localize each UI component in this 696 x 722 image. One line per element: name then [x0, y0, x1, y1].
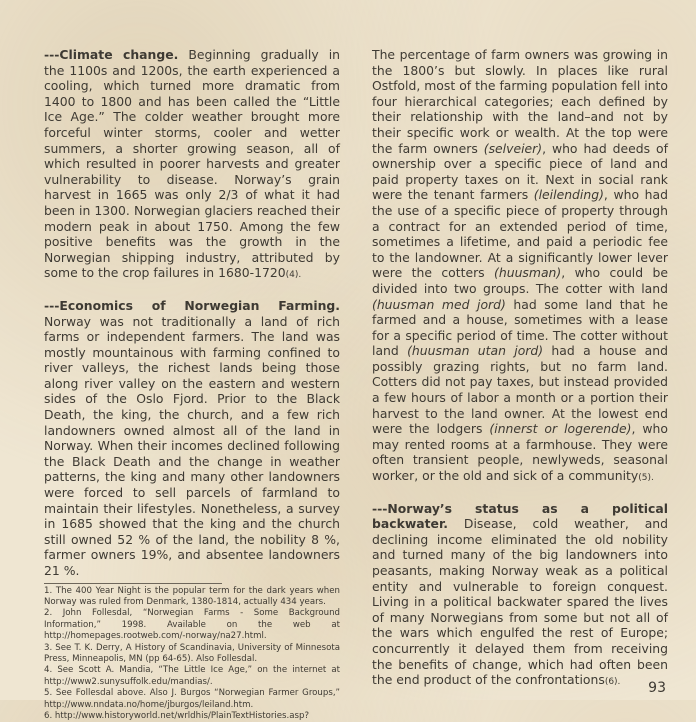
- term-huusman-med-jord: (huusman med jord): [372, 296, 506, 312]
- paragraph-climate-change: [44, 47, 340, 284]
- page-number: 93: [648, 680, 666, 696]
- footnote-item: 1. The 400 Year Night is the popular term for the dark years when Norway was ruled from Denmark, 1380-1814, actually 434 years.: [44, 585, 340, 607]
- footnote-item: 6. http://www.historyworld.net/wrldhis/PlainTextHistories.asp?: [44, 711, 310, 722]
- paragraph-economics-farming: [44, 298, 340, 579]
- right-column: [372, 47, 668, 691]
- paragraph-text: , who could be divided into two groups. The cotter with land: [372, 265, 668, 296]
- paragraph-text: had a house and possibly grazing rights, but no farm land. Cotters did not pay taxes, but instead provided a few hours of labor a month or a portion their harvest to the land owner. At the lowest end were the lodgers: [372, 343, 668, 437]
- term-huusman-utan-jord: (huusman utan jord): [407, 343, 544, 359]
- footnote-list: [44, 586, 340, 722]
- footnote-item: 3. See T. K. Derry, A History of Scandinavia, University of Minnesota Press, Minneapolis, MN (pp 64-65). Also Follesdal.: [44, 642, 340, 665]
- footnote-item: 5. See Follesdal above. Also J. Burgos “Norwegian Farmer Groups,” http://www.nndata.no/home/jburgos/leiland.htm.: [44, 688, 340, 710]
- paragraph-text: Norway was not traditionally a land of rich farms or independent farmers. The land was mostly mountainous with farming confined to river valleys, the richest lands being those along river valley on the eastern and western sides of the Oslo Fjord. Prior to the Black Death, the king, the church, and a few rich landowners owned almost all of the land in Norway. When their incomes declined following the Black Death and the change in weather patterns, the king and many other landowners were forced to sell parcels of farmland to maintain their lifestyles. Nonetheless, a survey in 1685 showed that the king and the church still owned 52 % of the land, the nobility 8 %, farmer owners 19%, and absentee landowners 21 %.: [44, 313, 340, 578]
- term-huusman: (huusman): [494, 265, 562, 281]
- term-selveier: (selveier): [483, 140, 543, 156]
- paragraph-text: Disease, cold weather, and declining income eliminated the old nobility and turned many of the big landowners into peasants, making Norway weak as a political entity and vulnerable to foreign conquest. Living in a political backwater spared the lives of many Norwegians from some but not all of the wars which engulfed the rest of Europe; concurrently it delayed them from receiving the benefits of change, which had often been the end product of the confrontations: [372, 516, 668, 688]
- paragraph-text: , who had the use of a specific piece of property through a contract for an extended period of time, sometimes a lifetime, and paid a periodic fee to the landowner. At a significantly lower lever were the cotters: [372, 187, 668, 281]
- footnote-divider: [44, 583, 222, 584]
- footnotes-section: [44, 583, 340, 722]
- term-innerst: (innerst or logerende): [489, 421, 632, 437]
- paragraph-text: Beginning gradually in the 1100s and 1200s, the earth experienced a cooling, which turned more dramatic from 1400 to 1800 and has been called the “Little Ice Age.” The colder weather brought more forceful winter storms, cooler and wetter summers, a shorter growing season, all of which resulted in poorer harvests and greater vulnerability to disease. Norway’s grain harvest in 1665 was only 2/3 of what it had been in 1300. Norwegian glaciers reached their modern peak in about 1750. Among the few positive benefits was the growth in the Norwegian shipping industry, attributed by some to the crop failures in 1680-1720: [44, 47, 340, 281]
- footnote-item: 2. John Follesdal, “Norwegian Farms - Some Background Information,” 1998. Available on the web at http://homepages.rootweb.com/-norway/na27.html.: [44, 608, 340, 642]
- term-leilending: (leilending): [533, 187, 604, 203]
- section-heading-economics-farming: ---Economics of Norwegian Farming.: [44, 297, 340, 313]
- left-column: [44, 47, 340, 722]
- footnote-item: 4. See Scott A. Mandia, “The Little Ice Age,” on the internet at http://www2.sunysuffolk.edu/mandias/.: [44, 665, 340, 687]
- paragraph-political-backwater: [372, 501, 668, 691]
- paragraph-farm-owners: [372, 47, 668, 487]
- footnote-reference: (5).: [638, 473, 654, 484]
- paragraph-text: had some land that he farmed and a house, sometimes with a lease for a specific period of time. The cotter without land: [372, 296, 668, 359]
- footnote-reference: (4).: [285, 270, 302, 281]
- paragraph-text: The percentage of farm owners was growing in the 1800’s but slowly. In places like rural Ostfold, most of the farming population fell into four hierarchical categories; each defined by their relationship with the land–and not by their specific work or wealth. At the top were the farm owners: [372, 47, 668, 156]
- section-heading-political-backwater: ---Norway’s status as a political backwater.: [372, 500, 668, 532]
- paragraph-text: , who had deeds of ownership over a specific piece of land and paid property taxes on it. Next in social rank were the tenant farmers: [372, 140, 668, 203]
- footnote-reference: (6).: [604, 677, 621, 688]
- section-heading-climate-change: ---Climate change.: [44, 47, 179, 62]
- paragraph-text: , who may rented rooms at a farmhouse. They were often transient people, newlyweds, seasonal worker, or the old and sick of a community: [372, 421, 668, 484]
